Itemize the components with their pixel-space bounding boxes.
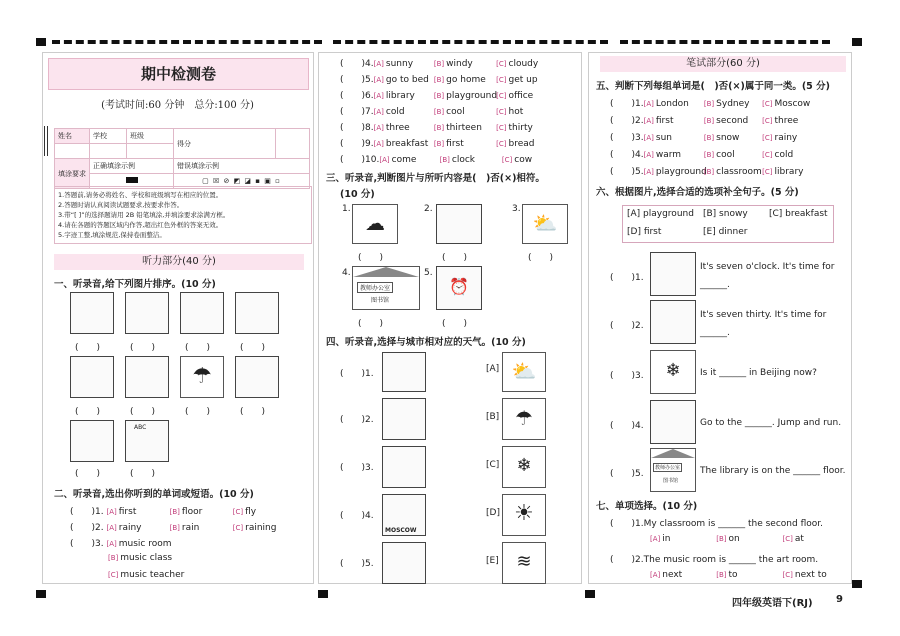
wind-icon: ≋ bbox=[502, 542, 546, 584]
q6-option: [C] breakfast bbox=[769, 209, 828, 219]
q3-number: 5. bbox=[424, 268, 433, 278]
snow-cloud-icon: ☁ bbox=[352, 204, 398, 244]
picture-reading-icon bbox=[70, 292, 114, 334]
sign-subtext: 图书馆 bbox=[663, 478, 679, 484]
q3-number: 3. bbox=[512, 204, 521, 214]
note: 1.答题前,请务必将姓名、学校和班级填写在相应的位置。 bbox=[58, 191, 223, 199]
sun-icon: ☀ bbox=[502, 494, 546, 536]
picture-playground-icon bbox=[650, 400, 696, 444]
footer-grade: 四年级英语下(RJ) bbox=[732, 598, 813, 609]
q6-option-box bbox=[622, 205, 834, 243]
q2-item-10: ( )10.[A] come [B] clock [C] cow bbox=[340, 155, 533, 165]
answer-blank[interactable]: ( ) bbox=[358, 319, 384, 329]
q6-option: [A] playground bbox=[627, 209, 694, 219]
answer-blank[interactable]: ( ) bbox=[75, 469, 101, 479]
sign-subtext: 图书馆 bbox=[371, 297, 390, 304]
rain-cloud-icon: ☂ bbox=[180, 356, 224, 398]
q6-sentence-cont: ______. bbox=[700, 280, 730, 290]
option-d: [D] bbox=[486, 508, 500, 518]
q6-sentence: The library is on the ______ floor. bbox=[700, 466, 846, 476]
answer-blank[interactable]: ( ) bbox=[130, 343, 156, 353]
listening-section-title: 听力部分(40 分) bbox=[54, 254, 304, 270]
question-6-heading: 六、根据图片,选择合适的选项补全句子。(5 分) bbox=[596, 187, 799, 198]
q6-option: [E] dinner bbox=[703, 227, 748, 237]
q7-item-2-options: [A] next [B] to [C] next to bbox=[650, 570, 827, 580]
answer-blank[interactable]: ( ) bbox=[528, 253, 554, 263]
dash-line bbox=[333, 40, 608, 48]
clock-boy-icon: ⏰ bbox=[436, 266, 482, 310]
q2-item-5: ( )5.[A] go to bed [B] go home [C] get up bbox=[340, 75, 538, 85]
answer-blank[interactable]: ( ) bbox=[240, 407, 266, 417]
answer-blank[interactable]: ( ) bbox=[340, 415, 366, 425]
answer-blank[interactable]: ( ) bbox=[442, 253, 468, 263]
question-5-heading: 五、判断下列每组单词是( )否(×)属于同一类。(5 分) bbox=[596, 81, 830, 92]
answer-blank[interactable]: ( ) bbox=[340, 511, 366, 521]
q2-item-3: ( )3. [A] music room bbox=[70, 539, 172, 549]
fill-label: 填涂要求 bbox=[55, 159, 90, 189]
corner-marker bbox=[852, 580, 862, 588]
note: 5.字迹工整,填涂规范,保持卷面整洁。 bbox=[58, 231, 166, 239]
answer-blank[interactable]: ( ) bbox=[358, 253, 384, 263]
school-field[interactable] bbox=[90, 144, 127, 159]
question-3-score: (10 分) bbox=[340, 189, 375, 200]
answer-blank[interactable]: ( ) bbox=[610, 167, 636, 177]
picture-family-icon bbox=[125, 356, 169, 398]
answer-blank[interactable]: ( ) bbox=[340, 75, 366, 85]
class-field[interactable] bbox=[127, 144, 174, 159]
rain-cloud-icon: ☂ bbox=[502, 398, 546, 440]
q4-blank: ( )3. bbox=[340, 463, 374, 473]
big-ben-icon bbox=[382, 398, 426, 440]
q5-item-4: ( )4.[A] warm [B] cool [C] cold bbox=[610, 150, 794, 160]
picture-abc-board-icon: ABC bbox=[125, 420, 169, 462]
answer-blank[interactable]: ( ) bbox=[340, 139, 366, 149]
answer-blank[interactable]: ( ) bbox=[610, 150, 636, 160]
score-cell[interactable] bbox=[275, 129, 309, 159]
q2-item-1: ( )1. [A] first [B] floor [C] fly bbox=[70, 507, 257, 517]
sign-text: 教师办公室 bbox=[357, 282, 393, 293]
q6-blank: ( )4. bbox=[610, 421, 644, 431]
answer-blank[interactable]: ( ) bbox=[610, 421, 636, 431]
picture-building-icon bbox=[70, 420, 114, 462]
instructions bbox=[54, 186, 312, 244]
q6-blank: ( )3. bbox=[610, 371, 644, 381]
answer-blank[interactable]: ( ) bbox=[340, 123, 366, 133]
answer-blank[interactable]: ( ) bbox=[340, 91, 366, 101]
q4-blank: ( )5. bbox=[340, 559, 374, 569]
answer-blank[interactable]: ( ) bbox=[610, 133, 636, 143]
statue-of-liberty-icon bbox=[382, 542, 426, 584]
sydney-opera-house-icon bbox=[382, 352, 426, 392]
sun-cloud-icon: ⛅ bbox=[522, 204, 568, 244]
answer-blank[interactable]: ( ) bbox=[610, 99, 636, 109]
q6-sentence: Is it ______ in Beijing now? bbox=[700, 368, 817, 378]
picture-classroom-icon bbox=[180, 292, 224, 334]
q3-number: 2. bbox=[424, 204, 433, 214]
answer-blank[interactable]: ( ) bbox=[340, 369, 366, 379]
answer-blank[interactable]: ( ) bbox=[610, 519, 636, 529]
q2-item-8: ( )8.[A] three [B] thirteen [C] thirty bbox=[340, 123, 533, 133]
q4-blank: ( )1. bbox=[340, 369, 374, 379]
corner-marker bbox=[36, 590, 46, 598]
sun-cloud-icon: ⛅ bbox=[502, 352, 546, 392]
school-label: 学校 bbox=[90, 129, 127, 144]
score-label: 得分 bbox=[174, 129, 276, 159]
q5-item-1: ( )1.[A] London [B] Sydney [C] Moscow bbox=[610, 99, 811, 109]
q5-item-5: ( )5.[A] playground[B] classroom[C] library bbox=[610, 167, 804, 177]
q2-item-4: ( )4.[A] sunny [B] windy [C] cloudy bbox=[340, 59, 539, 69]
question-3-heading: 三、听录音,判断图片与所听内容是( )否(×)相符。 bbox=[326, 173, 545, 184]
name-label: 姓名 bbox=[55, 129, 90, 144]
info-table bbox=[54, 128, 310, 189]
q2-item-3-b: [B] music class bbox=[108, 553, 173, 563]
teachers-office-sign-icon bbox=[352, 266, 420, 310]
q2-item-6: ( )6.[A] library [B] playground[C] office bbox=[340, 91, 534, 101]
corner-marker bbox=[852, 38, 862, 46]
question-2-heading: 二、听录音,选出你听到的单词或短语。(10 分) bbox=[54, 489, 254, 500]
q6-sentence: It's seven thirty. It's time for bbox=[700, 310, 827, 320]
exam-subtitle: (考试时间:60 分钟 总分:100 分) bbox=[101, 100, 254, 111]
answer-blank[interactable]: ( ) bbox=[340, 107, 366, 117]
corner-marker bbox=[585, 590, 595, 598]
answer-blank[interactable]: ( ) bbox=[75, 343, 101, 353]
picture-clock-icon bbox=[650, 300, 696, 344]
q6-blank: ( )2. bbox=[610, 321, 644, 331]
q7-item-2: ( )2.The music room is ______ the art room. bbox=[610, 555, 819, 565]
moscow-label: MOSCOW bbox=[385, 527, 417, 534]
answer-blank[interactable]: ( ) bbox=[70, 507, 96, 517]
answer-blank[interactable]: ( ) bbox=[185, 343, 211, 353]
q5-item-3: ( )3.[A] sun [B] snow [C] rainy bbox=[610, 133, 798, 143]
snow-cloud-icon: ❄ bbox=[650, 350, 696, 394]
answer-blank[interactable]: ( ) bbox=[442, 319, 468, 329]
q6-blank: ( )5. bbox=[610, 469, 644, 479]
picture-playing-icon bbox=[235, 292, 279, 334]
q6-sentence: It's seven o'clock. It's time for bbox=[700, 262, 835, 272]
question-7-heading: 七、单项选择。(10 分) bbox=[596, 501, 698, 512]
answer-blank[interactable]: ( ) bbox=[75, 407, 101, 417]
q6-option: [D] first bbox=[627, 227, 662, 237]
note: 3.带“[ ]”的选择题请用 2B 铅笔填涂,并填涂要求涂满方框。 bbox=[58, 211, 230, 219]
q2-item-7: ( )7.[A] cold [B] cool [C] hot bbox=[340, 107, 524, 117]
snow-cloud-icon: ❄ bbox=[502, 446, 546, 488]
option-e: [E] bbox=[486, 556, 499, 566]
written-section-title: 笔试部分(60 分) bbox=[600, 56, 846, 72]
q7-item-1-options: [A] in [B] on [C] at bbox=[650, 534, 804, 544]
note: 2.答题时请认真阅读试题要求,按要求作答。 bbox=[58, 201, 184, 209]
q5-item-2: ( )2.[A] first [B] second [C] three bbox=[610, 116, 799, 126]
moscow-kremlin-icon bbox=[382, 494, 426, 536]
answer-blank[interactable]: ( ) bbox=[610, 273, 636, 283]
page-title: 期中检测卷 bbox=[48, 58, 309, 90]
option-a: [A] bbox=[486, 364, 500, 374]
answer-blank[interactable]: ( ) bbox=[340, 59, 366, 69]
answer-blank[interactable]: ( ) bbox=[610, 371, 636, 381]
picture-sleeping-icon bbox=[125, 292, 169, 334]
q3-number: 4. bbox=[342, 268, 351, 278]
q2-item-9: ( )9.[A] breakfast [B] first [C] bread bbox=[340, 139, 535, 149]
answer-blank[interactable]: ( ) bbox=[70, 539, 96, 549]
question-4-heading: 四、听录音,选择与城市相对应的天气。(10 分) bbox=[326, 337, 526, 348]
answer-blank[interactable]: ( ) bbox=[340, 559, 366, 569]
q3-number: 1. bbox=[342, 204, 351, 214]
wrong-fill-icons: ▢ ☒ ⊘ ◩ ◪ ▪ ▣ ▫ bbox=[174, 174, 310, 189]
sign-text: 教师办公室 bbox=[655, 465, 681, 471]
q2-item-2: ( )2. [A] rainy [B] rain [C] raining bbox=[70, 523, 277, 533]
dash-line bbox=[620, 40, 830, 48]
q6-blank: ( )1. bbox=[610, 273, 644, 283]
picture-child-icon bbox=[235, 356, 279, 398]
question-1-heading: 一、听录音,给下列图片排序。(10 分) bbox=[54, 279, 216, 290]
answer-blank[interactable]: ( ) bbox=[610, 469, 636, 479]
picture-boy-icon bbox=[70, 356, 114, 398]
option-b: [B] bbox=[486, 412, 500, 422]
answer-blank[interactable]: ( ) bbox=[130, 469, 156, 479]
answer-blank[interactable]: ( ) bbox=[185, 407, 211, 417]
picture-classroom-icon bbox=[436, 204, 482, 244]
option-c: [C] bbox=[486, 460, 500, 470]
picture-breakfast-icon bbox=[650, 252, 696, 296]
answer-blank[interactable]: ( ) bbox=[70, 523, 96, 533]
wrong-label: 错误填涂示例 bbox=[174, 159, 310, 174]
q7-item-1: ( )1.My classroom is ______ the second floor. bbox=[610, 519, 823, 529]
q2-item-3-c: [C] music teacher bbox=[108, 570, 185, 580]
answer-blank[interactable]: ( ) bbox=[610, 321, 636, 331]
great-wall-icon bbox=[382, 446, 426, 488]
correct-fill-icon bbox=[126, 177, 138, 183]
answer-blank[interactable]: ( ) bbox=[340, 155, 366, 165]
note: 4.请在各题的答题区域内作答,超出红色外框的答案无效。 bbox=[58, 221, 223, 229]
class-label: 班级 bbox=[127, 129, 174, 144]
answer-blank[interactable]: ( ) bbox=[610, 555, 636, 565]
q4-blank: ( )4. bbox=[340, 511, 374, 521]
q6-sentence: Go to the ______. Jump and run. bbox=[700, 418, 842, 428]
answer-blank[interactable]: ( ) bbox=[240, 343, 266, 353]
dash-line bbox=[52, 40, 322, 48]
corner-marker bbox=[36, 38, 46, 46]
name-field[interactable] bbox=[55, 144, 90, 159]
q6-option: [B] snowy bbox=[703, 209, 748, 219]
corner-marker bbox=[318, 590, 328, 598]
answer-blank[interactable]: ( ) bbox=[610, 116, 636, 126]
q6-sentence-cont: ______. bbox=[700, 328, 730, 338]
q4-blank: ( )2. bbox=[340, 415, 374, 425]
library-sign-icon bbox=[650, 448, 696, 492]
answer-blank[interactable]: ( ) bbox=[130, 407, 156, 417]
answer-blank[interactable]: ( ) bbox=[340, 463, 366, 473]
correct-label: 正确填涂示例 bbox=[90, 159, 174, 174]
page-number: 9 bbox=[836, 594, 843, 605]
